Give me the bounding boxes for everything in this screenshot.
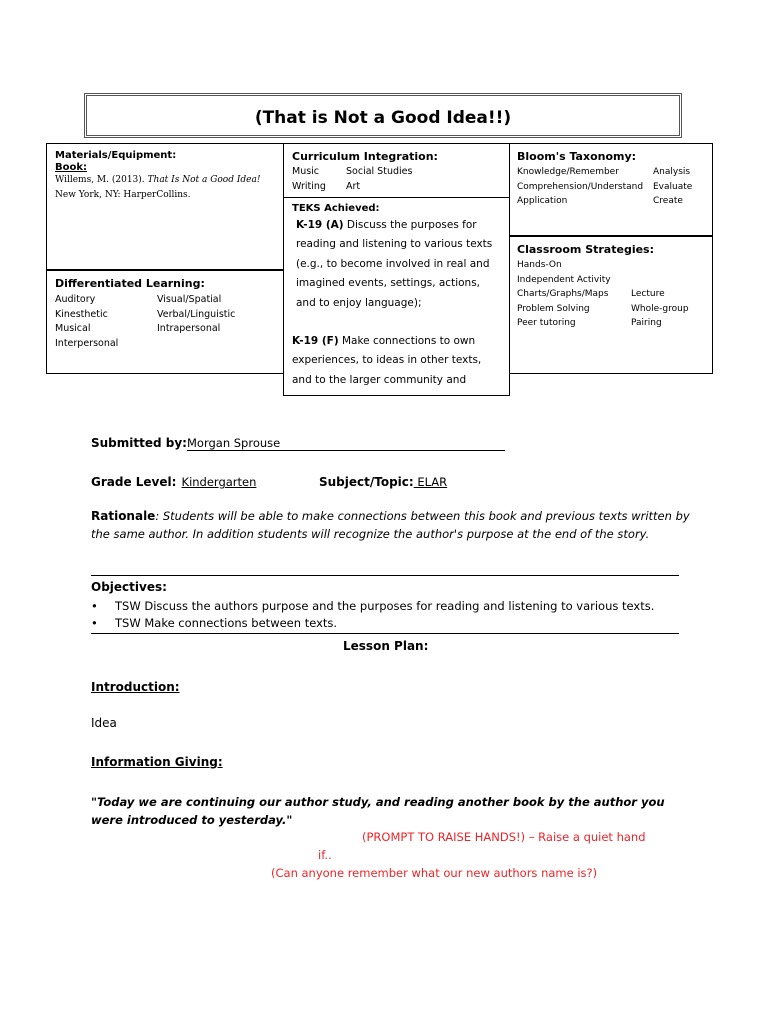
strategies-heading: Classroom Strategies: xyxy=(517,243,654,256)
list-item: Pairing xyxy=(631,318,662,328)
prompt-line-2: if.. xyxy=(318,848,332,862)
list-item: Hands-On xyxy=(517,260,562,270)
prompt-line-1: (PROMPT TO RAISE HANDS!) – Raise a quiet hand xyxy=(362,830,646,844)
list-item: Social Studies xyxy=(346,166,413,177)
teks-f-code: K-19 (F) xyxy=(292,335,339,348)
teks-a-text: Discuss the purposes for reading and listening to various texts (e.g., to become involved in real and imagined events, settings, actions, and to enjoy language); xyxy=(296,219,493,309)
list-item: Musical xyxy=(55,323,91,334)
teks-f xyxy=(292,332,501,390)
citation-author: Willems, M. (2013). xyxy=(55,175,148,185)
introduction-text: Idea xyxy=(91,716,117,730)
strategies-list xyxy=(517,258,705,331)
list-item: Peer tutoring xyxy=(517,318,576,328)
rationale-text: : Students will be able to make connections between this book and previous texts written by the same author. In addition students will recognize the author's purpose at the end of the story. xyxy=(91,509,690,541)
list-item: Charts/Graphs/Maps xyxy=(517,289,609,299)
list-item: Problem Solving xyxy=(517,303,590,314)
submitted-row xyxy=(91,432,516,451)
citation-title: That Is Not a Good Idea! xyxy=(147,175,261,185)
citation-publisher: New York, NY: HarperCollins. xyxy=(55,190,191,200)
list-item: Application xyxy=(517,196,568,206)
curriculum-heading: Curriculum Integration: xyxy=(292,150,438,163)
divider xyxy=(91,633,679,634)
list-item: Lecture xyxy=(631,289,665,299)
objectives-list xyxy=(91,598,691,632)
introduction-heading: Introduction: xyxy=(91,680,180,694)
blooms-heading: Bloom's Taxonomy: xyxy=(517,150,637,163)
book-label: Book: xyxy=(55,162,88,173)
list-item: Independent Activity xyxy=(517,274,611,285)
list-item: Visual/Spatial xyxy=(157,294,222,305)
grade-label: Grade Level: xyxy=(91,475,177,489)
differentiated-box xyxy=(46,270,284,374)
grade-value: Kindergarten xyxy=(181,475,257,489)
info-giving-heading: Information Giving: xyxy=(91,755,223,769)
page-title: (That is Not a Good Idea!!) xyxy=(84,93,682,138)
submitted-label: Submitted by: xyxy=(91,436,187,450)
differentiated-col1 xyxy=(55,293,157,351)
list-item: Comprehension/Understand xyxy=(517,181,644,192)
list-item: Analysis xyxy=(653,167,691,177)
list-item: Whole-group xyxy=(631,303,689,314)
list-item: Interpersonal xyxy=(55,337,119,349)
materials-heading: Materials/Equipment: xyxy=(55,150,177,161)
teks-a xyxy=(292,216,501,313)
objectives-heading: Objectives: xyxy=(91,580,167,594)
info-giving-quote: "Today we are continuing our author study, and reading another book by the author you were introduced to yesterday." xyxy=(91,795,665,827)
list-item: Music xyxy=(292,166,320,177)
list-item: Art xyxy=(346,180,361,192)
subject-label: Subject/Topic: xyxy=(319,475,414,489)
strategies-box xyxy=(509,236,713,374)
divider xyxy=(91,575,679,576)
book-citation xyxy=(55,173,275,203)
list-item: • TSW Discuss the authors purpose and the purposes for reading and listening to various texts. xyxy=(91,598,691,615)
teks-a-code: K-19 (A) xyxy=(296,219,344,231)
submitted-value: Morgan Sprouse xyxy=(187,436,505,451)
list-item: • TSW Make connections between texts. xyxy=(91,615,691,632)
list-item: Writing xyxy=(292,180,326,192)
subject-row xyxy=(319,471,447,490)
list-item: Evaluate xyxy=(653,181,693,192)
blooms-col2 xyxy=(653,165,692,209)
list-item: Verbal/Linguistic xyxy=(157,308,236,320)
curriculum-col1 xyxy=(292,165,346,194)
subject-value: ELAR xyxy=(413,475,448,489)
teks-heading: TEKS Achieved: xyxy=(292,203,380,214)
teks-box xyxy=(283,197,510,396)
differentiated-heading: Differentiated Learning: xyxy=(55,277,205,290)
lesson-plan-heading: Lesson Plan: xyxy=(343,639,429,653)
grade-row xyxy=(91,471,256,490)
curriculum-col2 xyxy=(346,165,412,194)
list-item: Knowledge/Remember xyxy=(517,167,619,177)
materials-box xyxy=(46,143,284,270)
differentiated-col2 xyxy=(157,293,235,351)
list-item: Kinesthetic xyxy=(55,308,108,320)
list-item: Create xyxy=(653,196,683,206)
curriculum-box xyxy=(283,143,510,198)
rationale-label: Rationale xyxy=(91,509,156,523)
rationale xyxy=(91,507,691,543)
teks-f-text: Make connections to own experiences, to ideas in other texts, and to the larger community and xyxy=(292,335,482,386)
list-item: Auditory xyxy=(55,294,96,305)
blooms-col1 xyxy=(517,165,653,209)
prompt-line-3: (Can anyone remember what our new authors name is?) xyxy=(271,866,598,880)
list-item: Intrapersonal xyxy=(157,323,221,334)
blooms-box xyxy=(509,143,713,236)
